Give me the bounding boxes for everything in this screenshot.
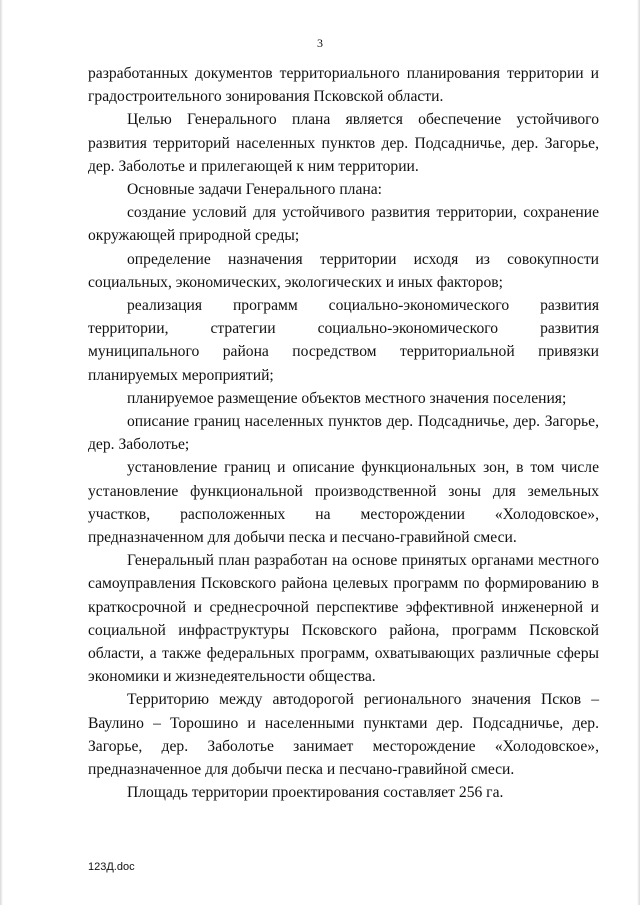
file-name-footer: 123Д.doc [88, 861, 135, 873]
task-item-5: описание границ населенных пунктов дер. Подсадничье, дер. Загорье, дер. Заболотье; [88, 413, 599, 454]
task-item-1: создание условий для устойчивого развития территории, сохранение окружающей природной среды; [88, 204, 599, 245]
task-item-4: планируемое размещение объектов местного значения поселения; [127, 389, 567, 407]
task-item-3: реализация программ социально-экономического развития территории, стратегии социально-экономического развития муниципального района посредством территориальной привязки планируемых мероприятий; [88, 297, 599, 384]
task-item-6: установление границ и описание функциональных зон, в том числе установление функциональной производственной зоны для земельных участков, расположенных на месторождении «Холодовское», предназначенном для добычи песка и песчано-гравийной смеси. [88, 459, 599, 547]
task-item-2: определение назначения территории исходя из совокупности социальных, экономических, экологических и иных факторов; [88, 250, 599, 291]
paragraph-deposit: Территорию между автодорогой регионального значения Псков – Ваулино – Торошино и населенными пунктами дер. Подсадничье, дер. Загорье, дер. Заболотье занимает месторождение «Холодовское», предназначенное для добычи песка и песчано-гравийной смеси. [88, 691, 599, 779]
paragraph-goal: Целью Генерального плана является обеспечение устойчивого развития территорий населенных пунктов дер. Подсадничье, дер. Загорье, дер. Заболотье и прилегающей к ним территории. [88, 111, 599, 175]
paragraph-basis: Генеральный план разработан на основе принятых органами местного самоуправления Псковского района целевых программ по формированию в краткосрочной и среднесрочной перспективе эффективной инженерной и социальной инфраструктуры Псковского района, программ Псковской области, а также федеральных программ, охватывающих различные сферы экономики и жизнедеятельности общества. [88, 552, 599, 686]
paragraph-area: Площадь территории проектирования составляет 256 га. [127, 784, 504, 802]
scan-edge-left [0, 0, 3, 905]
paragraph-continuation: разработанных документов территориального планирования территории и градостроительного зонирования Псковской области. [88, 65, 599, 106]
page-number: 3 [317, 36, 323, 50]
document-body [88, 62, 599, 805]
paragraph-tasks-heading: Основные задачи Генерального плана: [127, 181, 382, 199]
